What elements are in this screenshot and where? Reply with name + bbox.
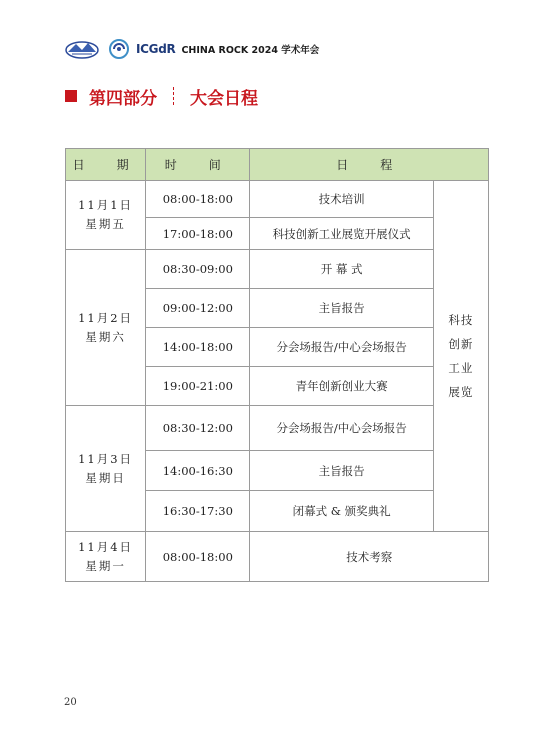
time-cell: 16:30-17:30 — [146, 491, 250, 532]
exhibition-line: 展览 — [448, 385, 474, 399]
date-label: 11月1日 — [78, 198, 134, 212]
weekday-label: 星期五 — [85, 217, 126, 231]
weekday-label: 星期六 — [85, 329, 126, 344]
table-row — [66, 406, 489, 451]
time-cell: 14:00-16:30 — [146, 451, 250, 491]
table-row — [66, 250, 489, 289]
header-agenda: 日 程 — [250, 149, 489, 181]
institute-logo-icon — [108, 38, 130, 60]
time-cell: 09:00-12:00 — [146, 289, 250, 328]
section-heading — [65, 84, 258, 108]
event-cell: 主旨报告 — [250, 289, 433, 328]
header-date: 日 期 — [66, 149, 146, 181]
event-cell: 技术培训 — [250, 181, 433, 218]
exhibition-line: 科技 — [448, 313, 474, 327]
weekday-label: 星期一 — [85, 558, 126, 573]
time-cell: 14:00-18:00 — [146, 328, 250, 367]
event-cell: 闭幕式 & 颁奖典礼 — [250, 491, 433, 532]
table-row — [66, 532, 489, 582]
page-number: 20 — [64, 697, 77, 708]
conference-title: CHINA ROCK 2024 学术年会 — [181, 45, 320, 56]
event-cell: 分会场报告/中心会场报告 — [250, 406, 433, 451]
exhibition-line: 工业 — [448, 361, 474, 375]
event-cell: 分会场报告/中心会场报告 — [250, 328, 433, 367]
event-cell: 开 幕 式 — [250, 250, 433, 289]
square-bullet-icon — [65, 90, 77, 102]
weekday-label: 星期日 — [85, 470, 126, 485]
date-cell — [66, 532, 146, 582]
event-cell: 科技创新工业展览开展仪式 — [250, 218, 433, 250]
header-time: 时 间 — [146, 149, 250, 181]
icgdr-logo: ICGdR — [136, 42, 176, 56]
section-title: 大会日程 — [190, 88, 258, 109]
time-cell: 08:00-18:00 — [146, 181, 250, 218]
exhibition-cell — [433, 181, 488, 532]
date-label: 11月3日 — [78, 451, 134, 466]
event-cell: 技术考察 — [250, 532, 489, 582]
schedule-table — [65, 148, 489, 582]
section-part: 第四部分 — [89, 88, 157, 109]
time-cell: 08:30-12:00 — [146, 406, 250, 451]
date-label: 11月4日 — [78, 539, 134, 554]
time-cell: 08:00-18:00 — [146, 532, 250, 582]
time-cell: 19:00-21:00 — [146, 367, 250, 406]
exhibition-line: 创新 — [448, 337, 474, 351]
time-cell: 17:00-18:00 — [146, 218, 250, 250]
date-cell — [66, 250, 146, 406]
society-logo-icon — [64, 38, 100, 60]
event-cell: 主旨报告 — [250, 451, 433, 491]
page-header — [64, 38, 319, 60]
time-cell: 08:30-09:00 — [146, 250, 250, 289]
date-cell — [66, 406, 146, 532]
heading-separator — [173, 87, 174, 105]
table-row — [66, 181, 489, 218]
table-header-row — [66, 149, 489, 181]
date-cell — [66, 181, 146, 250]
event-cell: 青年创新创业大赛 — [250, 367, 433, 406]
date-label: 11月2日 — [78, 310, 134, 325]
